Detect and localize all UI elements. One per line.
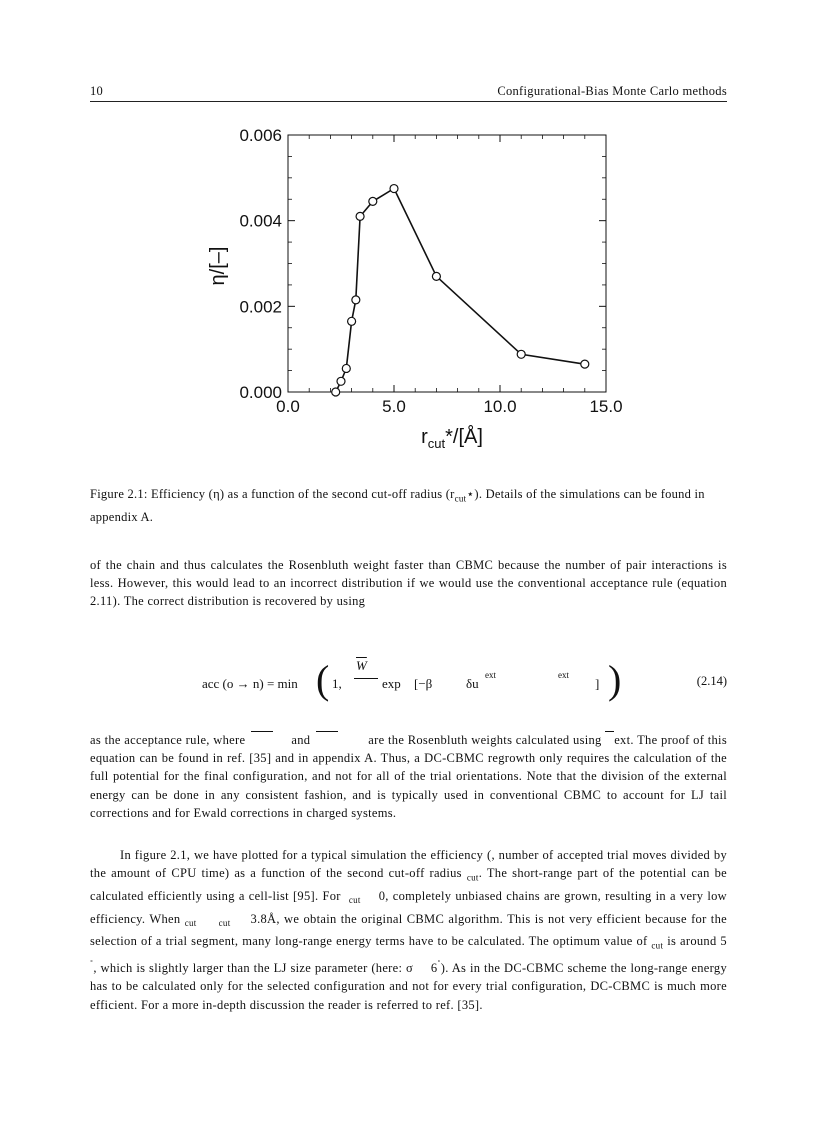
paragraph-3 <box>90 846 727 1014</box>
p2-part-a: as the acceptance rule, where <box>90 733 246 747</box>
caption-text: Figure 2.1: Efficiency (η) as a function of the second cut-off radius (r <box>90 487 455 501</box>
p2-overline-3 <box>605 731 614 738</box>
data-point-8 <box>432 272 440 280</box>
eq-w: $\overline{W}$ <box>356 658 367 673</box>
data-point-1 <box>337 377 345 385</box>
p3-sub-cut-2: cut <box>348 895 361 906</box>
plot-frame <box>288 135 606 392</box>
eq-ext-sup-1: ext <box>485 670 496 680</box>
data-point-4 <box>352 296 360 304</box>
y-tick-label-2: 0.004 <box>239 211 282 231</box>
p3-part-a: In figure 2.1, we have plotted for a typical simulation the efficiency ( <box>120 848 492 862</box>
p3-degree-2: ˚ <box>437 959 441 970</box>
data-point-0 <box>332 388 340 396</box>
p3-part-h: 6 <box>430 961 438 976</box>
data-point-7 <box>390 185 398 193</box>
p3-part-i: ). As in the DC-CBMC scheme the long-range energy has to be calculated only for the selected configuration and not for every trial configuration, DC-CBMC is much more efficient. For a more in-depth discussion the reader is referred to ref. [35]. <box>90 961 727 1012</box>
data-points <box>332 185 589 396</box>
eq-lhs: acc (o → n) = min <box>202 676 298 691</box>
x-axis-label <box>421 425 483 451</box>
running-title: Configurational-Bias Monte Carlo methods <box>497 84 727 98</box>
running-head <box>90 84 727 102</box>
figure-caption <box>90 485 727 526</box>
eq-delta-u: δu <box>466 676 479 691</box>
data-point-6 <box>369 197 377 205</box>
eq-exp: exp <box>382 676 401 691</box>
equation-2-14 <box>90 650 727 706</box>
equation-number: (2.14) <box>696 674 727 688</box>
p3-part-d: 0, completely unbiased chains are grown, resulting in a very low efficiency. When <box>90 888 728 926</box>
p3-part-g: , which is slightly larger than the LJ size parameter (here: σ <box>93 961 414 976</box>
p2-part-b: and <box>291 733 311 747</box>
paragraph-2 <box>90 731 727 822</box>
data-point-2 <box>342 364 350 372</box>
data-point-10 <box>581 360 589 368</box>
axis-ticks <box>288 135 606 392</box>
data-point-3 <box>348 317 356 325</box>
x-tick-label-3: 15.0 <box>589 397 623 416</box>
data-point-5 <box>356 212 364 220</box>
eq-bracket-open: [−β <box>414 676 433 691</box>
p2-part-d: ext. The proof of this equation can be found in ref. [35] and in appendix A. Thus, a DC-CBMC regrowth only requires the calculation of the full potential for the final configuration, and not for all of the trial orientations. Note that the division of the external energy can be done in any consistent fashion, and is typically used in conventional CBMC to account for LJ tail corrections and for Ewald corrections in charged systems. <box>90 733 727 820</box>
y-axis-label: η/[–] <box>207 246 229 286</box>
eq-one: 1, <box>332 676 342 691</box>
p3-sub-cut-5: cut <box>651 940 664 951</box>
p3-part-f: is around 5 <box>667 934 727 949</box>
caption-tail: ⋆). Details of the simulations can be found in appendix A. <box>90 487 705 524</box>
p3-part-b: , number of accepted trial moves divided by the amount of CPU time) as a function of the second cut-off radius <box>90 848 727 881</box>
page-number: 10 <box>90 84 104 98</box>
p2-part-c: are the Rosenbluth weights calculated using <box>368 733 602 747</box>
p3-sub-cut-1: cut <box>466 872 479 883</box>
eq-right-paren: ) <box>608 657 622 702</box>
eq-ext-sup-2: ext <box>558 670 569 680</box>
paragraph-1: of the chain and thus calculates the Rosenbluth weight faster than CBMC because the number of pair interactions is less. However, this would lead to an incorrect distribution if we would use the conventional acceptance rule (equation 2.11). The correct distribution is recovered by using <box>90 558 727 609</box>
p3-part-c: . The short-range part of the potential can be calculated efficiently using a cell-list [95]. For <box>90 866 727 903</box>
p2-overline-2 <box>316 731 338 740</box>
caption-sub: cut <box>454 493 467 504</box>
x-tick-label-1: 5.0 <box>382 397 406 416</box>
y-tick-labels <box>239 126 282 402</box>
p2-overline-1 <box>251 731 273 740</box>
y-tick-label-3: 0.006 <box>239 126 282 145</box>
x-axis-label-tail: */[Å] <box>445 426 483 448</box>
p3-degree: ˚ <box>90 959 94 970</box>
eq-left-paren: ( <box>316 657 330 702</box>
p3-sub-cut-3: cut <box>184 918 197 929</box>
p3-sub-cut-4: cut <box>218 918 231 929</box>
y-tick-label-0: 0.000 <box>239 383 282 402</box>
data-point-9 <box>517 350 525 358</box>
p3-part-e: 3.8Å, we obtain the original CBMC algorithm. This is not very efficient because for the selection of a trial segment, many long-range energy terms have to be calculated. The optimum value of <box>90 911 727 949</box>
header-rule <box>90 101 727 102</box>
eq-bracket-close: ] <box>595 676 600 691</box>
x-axis-label-sub: cut <box>427 436 446 451</box>
x-axis-label-main: r <box>421 426 428 448</box>
y-tick-label-1: 0.002 <box>239 297 282 317</box>
x-tick-label-0: 0.0 <box>276 397 300 416</box>
efficiency-chart <box>190 120 650 465</box>
efficiency-series-line <box>336 189 585 393</box>
x-tick-label-2: 10.0 <box>483 397 517 416</box>
x-tick-labels <box>276 397 622 416</box>
eq-fraction-bar <box>354 678 378 679</box>
